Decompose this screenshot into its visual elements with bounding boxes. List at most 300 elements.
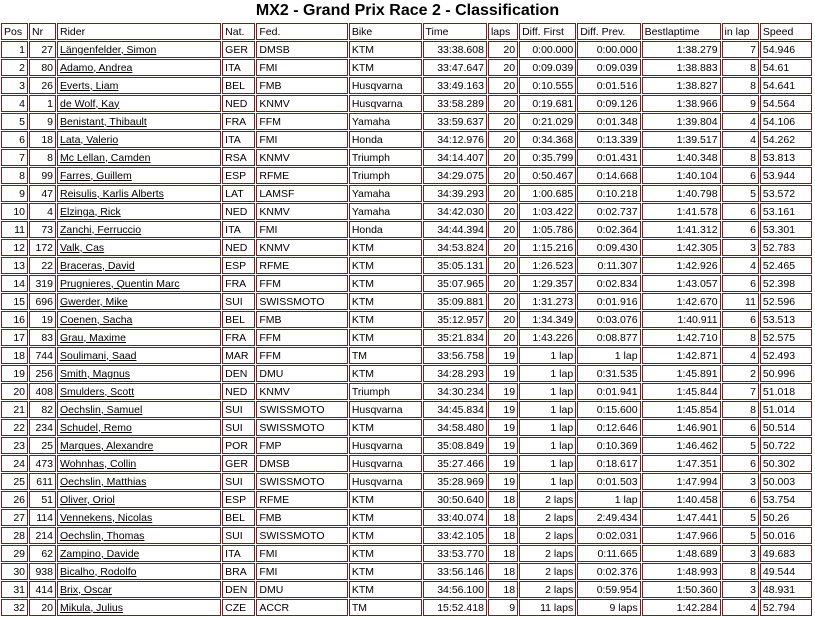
nationality-cell: BEL (222, 311, 255, 328)
number-cell: 9 (29, 113, 56, 130)
time-cell: 33:42.105 (423, 527, 487, 544)
diff-prev-cell: 0:01.916 (577, 293, 640, 310)
laps-cell: 20 (488, 149, 518, 166)
federation-cell: FMI (256, 59, 347, 76)
diff-first-cell: 2 laps (519, 563, 576, 580)
diff-first-cell: 0:10.555 (519, 77, 576, 94)
number-cell: 25 (29, 437, 56, 454)
nationality-cell: POR (222, 437, 255, 454)
number-cell: 4 (29, 203, 56, 220)
bike-cell: KTM (349, 293, 422, 310)
laps-cell: 18 (488, 527, 518, 544)
number-cell: 611 (29, 473, 56, 490)
in-lap-cell: 6 (722, 419, 759, 436)
rider-link[interactable]: Smith, Magnus (57, 365, 221, 382)
federation-cell: FMI (256, 563, 347, 580)
nationality-cell: SUI (222, 473, 255, 490)
laps-cell: 20 (488, 311, 518, 328)
bestlap-cell: 1:47.441 (642, 509, 721, 526)
in-lap-cell: 8 (722, 149, 759, 166)
table-row (1, 275, 812, 292)
column-header: in lap (722, 23, 759, 40)
position-cell: 13 (1, 257, 28, 274)
bestlap-cell: 1:41.312 (642, 221, 721, 238)
speed-cell: 52.398 (760, 275, 812, 292)
number-cell: 114 (29, 509, 56, 526)
diff-prev-cell: 0:02.031 (577, 527, 640, 544)
bike-cell: KTM (349, 581, 422, 598)
speed-cell: 50.514 (760, 419, 812, 436)
diff-prev-cell: 0:11.665 (577, 545, 640, 562)
speed-cell: 52.783 (760, 239, 812, 256)
position-cell: 7 (1, 149, 28, 166)
time-cell: 34:14.407 (423, 149, 487, 166)
table-row (1, 113, 812, 130)
number-cell: 82 (29, 401, 56, 418)
header-row (1, 23, 812, 40)
diff-prev-cell: 0:10.369 (577, 437, 640, 454)
diff-prev-cell: 9 laps (577, 599, 640, 616)
speed-cell: 52.575 (760, 329, 812, 346)
rider-link[interactable]: Mikula, Julius (57, 599, 221, 616)
bike-cell: Honda (349, 131, 422, 148)
federation-cell: KNMV (256, 149, 347, 166)
number-cell: 18 (29, 131, 56, 148)
federation-cell: KNMV (256, 203, 347, 220)
bestlap-cell: 1:38.883 (642, 59, 721, 76)
diff-first-cell: 0:21.029 (519, 113, 576, 130)
table-row (1, 383, 812, 400)
rider-link[interactable]: Mc Lellan, Camden (57, 149, 221, 166)
laps-cell: 20 (488, 221, 518, 238)
diff-first-cell: 11 laps (519, 599, 576, 616)
nationality-cell: BEL (222, 509, 255, 526)
number-cell: 256 (29, 365, 56, 382)
rider-link[interactable]: Bicalho, Rodolfo (57, 563, 221, 580)
bike-cell: Husqvarna (349, 455, 422, 472)
bike-cell: KTM (349, 419, 422, 436)
speed-cell: 53.944 (760, 167, 812, 184)
position-cell: 15 (1, 293, 28, 310)
number-cell: 696 (29, 293, 56, 310)
rider-link[interactable]: Valk, Cas (57, 239, 221, 256)
diff-first-cell: 1:34.349 (519, 311, 576, 328)
laps-cell: 18 (488, 509, 518, 526)
in-lap-cell: 11 (722, 293, 759, 310)
federation-cell: FMB (256, 509, 347, 526)
in-lap-cell: 4 (722, 599, 759, 616)
federation-cell: SWISSMOTO (256, 473, 347, 490)
diff-first-cell: 1:05.786 (519, 221, 576, 238)
federation-cell: FFM (256, 275, 347, 292)
diff-first-cell: 1:15.216 (519, 239, 576, 256)
speed-cell: 52.596 (760, 293, 812, 310)
diff-prev-cell: 1 lap (577, 491, 640, 508)
table-row (1, 95, 812, 112)
position-cell: 20 (1, 383, 28, 400)
in-lap-cell: 3 (722, 239, 759, 256)
bestlap-cell: 1:40.911 (642, 311, 721, 328)
table-row (1, 365, 812, 382)
diff-prev-cell: 0:01.431 (577, 149, 640, 166)
speed-cell: 52.794 (760, 599, 812, 616)
time-cell: 34:44.394 (423, 221, 487, 238)
nationality-cell: ITA (222, 545, 255, 562)
table-row (1, 203, 812, 220)
time-cell: 33:56.758 (423, 347, 487, 364)
column-header: laps (488, 23, 518, 40)
bike-cell: Husqvarna (349, 437, 422, 454)
laps-cell: 20 (488, 77, 518, 94)
position-cell: 28 (1, 527, 28, 544)
time-cell: 34:29.075 (423, 167, 487, 184)
diff-first-cell: 1 lap (519, 419, 576, 436)
in-lap-cell: 4 (722, 131, 759, 148)
diff-first-cell: 1 lap (519, 383, 576, 400)
position-cell: 27 (1, 509, 28, 526)
speed-cell: 48.931 (760, 581, 812, 598)
time-cell: 34:53.824 (423, 239, 487, 256)
bike-cell: Husqvarna (349, 401, 422, 418)
nationality-cell: ITA (222, 59, 255, 76)
laps-cell: 20 (488, 167, 518, 184)
federation-cell: RFME (256, 491, 347, 508)
in-lap-cell: 3 (722, 473, 759, 490)
rider-link[interactable]: Lata, Valerio (57, 131, 221, 148)
diff-prev-cell: 0:01.503 (577, 473, 640, 490)
bike-cell: Triumph (349, 383, 422, 400)
position-cell: 21 (1, 401, 28, 418)
speed-cell: 50.003 (760, 473, 812, 490)
bike-cell: TM (349, 347, 422, 364)
rider-link[interactable]: Schudel, Remo (57, 419, 221, 436)
federation-cell: LAMSF (256, 185, 347, 202)
nationality-cell: DEN (222, 581, 255, 598)
time-cell: 34:56.100 (423, 581, 487, 598)
position-cell: 30 (1, 563, 28, 580)
federation-cell: RFME (256, 257, 347, 274)
nationality-cell: SUI (222, 293, 255, 310)
federation-cell: RFME (256, 167, 347, 184)
position-cell: 24 (1, 455, 28, 472)
bike-cell: Husqvarna (349, 77, 422, 94)
in-lap-cell: 8 (722, 563, 759, 580)
diff-prev-cell: 0:02.376 (577, 563, 640, 580)
diff-prev-cell: 0:00.000 (577, 41, 640, 58)
laps-cell: 18 (488, 581, 518, 598)
speed-cell: 50.722 (760, 437, 812, 454)
position-cell: 12 (1, 239, 28, 256)
bestlap-cell: 1:41.578 (642, 203, 721, 220)
number-cell: 938 (29, 563, 56, 580)
number-cell: 83 (29, 329, 56, 346)
bike-cell: KTM (349, 311, 422, 328)
number-cell: 319 (29, 275, 56, 292)
bestlap-cell: 1:42.871 (642, 347, 721, 364)
in-lap-cell: 2 (722, 365, 759, 382)
speed-cell: 50.26 (760, 509, 812, 526)
federation-cell: DMU (256, 581, 347, 598)
time-cell: 30:50.640 (423, 491, 487, 508)
in-lap-cell: 6 (722, 221, 759, 238)
position-cell: 25 (1, 473, 28, 490)
position-cell: 17 (1, 329, 28, 346)
time-cell: 33:47.647 (423, 59, 487, 76)
page-title: MX2 - Grand Prix Race 2 - Classification (255, 2, 560, 19)
column-header: Speed (760, 23, 812, 40)
bike-cell: TM (349, 599, 422, 616)
federation-cell: FMP (256, 437, 347, 454)
bestlap-cell: 1:38.966 (642, 95, 721, 112)
laps-cell: 18 (488, 491, 518, 508)
diff-prev-cell: 0:31.535 (577, 365, 640, 382)
time-cell: 15:52.418 (423, 599, 487, 616)
table-row (1, 77, 812, 94)
diff-prev-cell: 0:12.646 (577, 419, 640, 436)
rider-link[interactable]: Elzinga, Rick (57, 203, 221, 220)
rider-link[interactable]: Oliver, Oriol (57, 491, 221, 508)
number-cell: 172 (29, 239, 56, 256)
laps-cell: 20 (488, 59, 518, 76)
nationality-cell: NED (222, 239, 255, 256)
number-cell: 51 (29, 491, 56, 508)
time-cell: 34:42.030 (423, 203, 487, 220)
federation-cell: SWISSMOTO (256, 401, 347, 418)
diff-first-cell: 0:34.368 (519, 131, 576, 148)
diff-prev-cell: 0:02.737 (577, 203, 640, 220)
bestlap-cell: 1:42.710 (642, 329, 721, 346)
bestlap-cell: 1:48.993 (642, 563, 721, 580)
speed-cell: 54.564 (760, 95, 812, 112)
federation-cell: SWISSMOTO (256, 419, 347, 436)
laps-cell: 20 (488, 329, 518, 346)
rider-link[interactable]: Farres, Guillem (57, 167, 221, 184)
position-cell: 1 (1, 41, 28, 58)
bestlap-cell: 1:42.284 (642, 599, 721, 616)
bestlap-cell: 1:46.462 (642, 437, 721, 454)
speed-cell: 54.641 (760, 77, 812, 94)
time-cell: 33:58.289 (423, 95, 487, 112)
bike-cell: Yamaha (349, 203, 422, 220)
federation-cell: DMU (256, 365, 347, 382)
nationality-cell: NED (222, 203, 255, 220)
number-cell: 62 (29, 545, 56, 562)
rider-link[interactable]: Zampino, Davide (57, 545, 221, 562)
classification-table (0, 22, 813, 617)
bike-cell: Husqvarna (349, 95, 422, 112)
in-lap-cell: 6 (722, 311, 759, 328)
number-cell: 473 (29, 455, 56, 472)
nationality-cell: DEN (222, 365, 255, 382)
diff-prev-cell: 0:01.941 (577, 383, 640, 400)
time-cell: 33:38.608 (423, 41, 487, 58)
number-cell: 1 (29, 95, 56, 112)
speed-cell: 52.465 (760, 257, 812, 274)
position-cell: 8 (1, 167, 28, 184)
laps-cell: 20 (488, 185, 518, 202)
bestlap-cell: 1:40.458 (642, 491, 721, 508)
time-cell: 35:21.834 (423, 329, 487, 346)
nationality-cell: BRA (222, 563, 255, 580)
number-cell: 99 (29, 167, 56, 184)
table-row (1, 527, 812, 544)
position-cell: 16 (1, 311, 28, 328)
laps-cell: 20 (488, 41, 518, 58)
rider-link[interactable]: Längenfelder, Simon (57, 41, 221, 58)
rider-link[interactable]: Smulders, Scott (57, 383, 221, 400)
bike-cell: KTM (349, 59, 422, 76)
diff-first-cell: 1:31.273 (519, 293, 576, 310)
rider-link[interactable]: Gwerder, Mike (57, 293, 221, 310)
time-cell: 35:07.965 (423, 275, 487, 292)
laps-cell: 20 (488, 131, 518, 148)
bestlap-cell: 1:48.689 (642, 545, 721, 562)
table-row (1, 149, 812, 166)
rider-link[interactable]: Oechslin, Matthias (57, 473, 221, 490)
table-row (1, 473, 812, 490)
speed-cell: 50.016 (760, 527, 812, 544)
diff-first-cell: 1 lap (519, 473, 576, 490)
speed-cell: 53.572 (760, 185, 812, 202)
in-lap-cell: 4 (722, 257, 759, 274)
diff-prev-cell: 0:03.076 (577, 311, 640, 328)
nationality-cell: GER (222, 41, 255, 58)
laps-cell: 19 (488, 365, 518, 382)
diff-first-cell: 2 laps (519, 509, 576, 526)
federation-cell: FFM (256, 113, 347, 130)
rider-link[interactable]: Grau, Maxime (57, 329, 221, 346)
number-cell: 8 (29, 149, 56, 166)
position-cell: 6 (1, 131, 28, 148)
in-lap-cell: 6 (722, 275, 759, 292)
speed-cell: 54.61 (760, 59, 812, 76)
table-row (1, 491, 812, 508)
position-cell: 22 (1, 419, 28, 436)
rider-link[interactable]: Prugnieres, Quentin Marc (57, 275, 221, 292)
in-lap-cell: 9 (722, 95, 759, 112)
rider-link[interactable]: Adamo, Andrea (57, 59, 221, 76)
position-cell: 26 (1, 491, 28, 508)
diff-prev-cell: 0:08.877 (577, 329, 640, 346)
rider-link[interactable]: Oechslin, Thomas (57, 527, 221, 544)
diff-first-cell: 1:03.422 (519, 203, 576, 220)
speed-cell: 54.262 (760, 131, 812, 148)
rider-link[interactable]: Wohnhas, Collin (57, 455, 221, 472)
in-lap-cell: 5 (722, 527, 759, 544)
bestlap-cell: 1:42.670 (642, 293, 721, 310)
diff-prev-cell: 0:59.954 (577, 581, 640, 598)
in-lap-cell: 4 (722, 113, 759, 130)
bestlap-cell: 1:40.798 (642, 185, 721, 202)
laps-cell: 19 (488, 383, 518, 400)
rider-link[interactable]: Oechslin, Samuel (57, 401, 221, 418)
speed-cell: 50.996 (760, 365, 812, 382)
nationality-cell: ITA (222, 221, 255, 238)
number-cell: 744 (29, 347, 56, 364)
diff-first-cell: 0:19.681 (519, 95, 576, 112)
column-header: Diff. First (519, 23, 576, 40)
in-lap-cell: 4 (722, 347, 759, 364)
rider-link[interactable]: Marques, Alexandre (57, 437, 221, 454)
rider-link[interactable]: Everts, Liam (57, 77, 221, 94)
bike-cell: KTM (349, 257, 422, 274)
rider-link[interactable]: Brix, Oscar (57, 581, 221, 598)
number-cell: 22 (29, 257, 56, 274)
rider-link[interactable]: Benistant, Thibault (57, 113, 221, 130)
federation-cell: FFM (256, 329, 347, 346)
in-lap-cell: 6 (722, 167, 759, 184)
bestlap-cell: 1:47.994 (642, 473, 721, 490)
bestlap-cell: 1:39.804 (642, 113, 721, 130)
bestlap-cell: 1:38.279 (642, 41, 721, 58)
rider-link[interactable]: Braceras, David (57, 257, 221, 274)
time-cell: 34:39.293 (423, 185, 487, 202)
diff-first-cell: 1 lap (519, 347, 576, 364)
time-cell: 33:56.146 (423, 563, 487, 580)
laps-cell: 20 (488, 293, 518, 310)
position-cell: 11 (1, 221, 28, 238)
rider-link[interactable]: Reisulis, Karlis Alberts (57, 185, 221, 202)
rider-link[interactable]: Zanchi, Ferruccio (57, 221, 221, 238)
bestlap-cell: 1:50.360 (642, 581, 721, 598)
federation-cell: SWISSMOTO (256, 293, 347, 310)
in-lap-cell: 6 (722, 203, 759, 220)
bestlap-cell: 1:47.351 (642, 455, 721, 472)
table-row (1, 59, 812, 76)
bestlap-cell: 1:38.827 (642, 77, 721, 94)
nationality-cell: LAT (222, 185, 255, 202)
position-cell: 23 (1, 437, 28, 454)
diff-first-cell: 1:00.685 (519, 185, 576, 202)
speed-cell: 51.018 (760, 383, 812, 400)
bestlap-cell: 1:39.517 (642, 131, 721, 148)
laps-cell: 19 (488, 401, 518, 418)
number-cell: 73 (29, 221, 56, 238)
laps-cell: 20 (488, 113, 518, 130)
federation-cell: ACCR (256, 599, 347, 616)
diff-first-cell: 1 lap (519, 365, 576, 382)
table-row (1, 545, 812, 562)
laps-cell: 20 (488, 95, 518, 112)
position-cell: 5 (1, 113, 28, 130)
laps-cell: 19 (488, 437, 518, 454)
rider-link[interactable]: Coenen, Sacha (57, 311, 221, 328)
rider-link[interactable]: de Wolf, Kay (57, 95, 221, 112)
rider-link[interactable]: Soulimani, Saad (57, 347, 221, 364)
column-header: Bike (349, 23, 422, 40)
nationality-cell: FRA (222, 329, 255, 346)
diff-prev-cell: 1 lap (577, 347, 640, 364)
bike-cell: Honda (349, 221, 422, 238)
number-cell: 234 (29, 419, 56, 436)
federation-cell: KNMV (256, 239, 347, 256)
diff-prev-cell: 2:49.434 (577, 509, 640, 526)
position-cell: 10 (1, 203, 28, 220)
in-lap-cell: 8 (722, 329, 759, 346)
bestlap-cell: 1:45.854 (642, 401, 721, 418)
speed-cell: 54.946 (760, 41, 812, 58)
speed-cell: 54.106 (760, 113, 812, 130)
bestlap-cell: 1:42.305 (642, 239, 721, 256)
time-cell: 33:40.074 (423, 509, 487, 526)
nationality-cell: MAR (222, 347, 255, 364)
bike-cell: KTM (349, 545, 422, 562)
position-cell: 31 (1, 581, 28, 598)
diff-first-cell: 1:43.226 (519, 329, 576, 346)
bike-cell: KTM (349, 491, 422, 508)
rider-link[interactable]: Vennekens, Nicolas (57, 509, 221, 526)
time-cell: 33:53.770 (423, 545, 487, 562)
